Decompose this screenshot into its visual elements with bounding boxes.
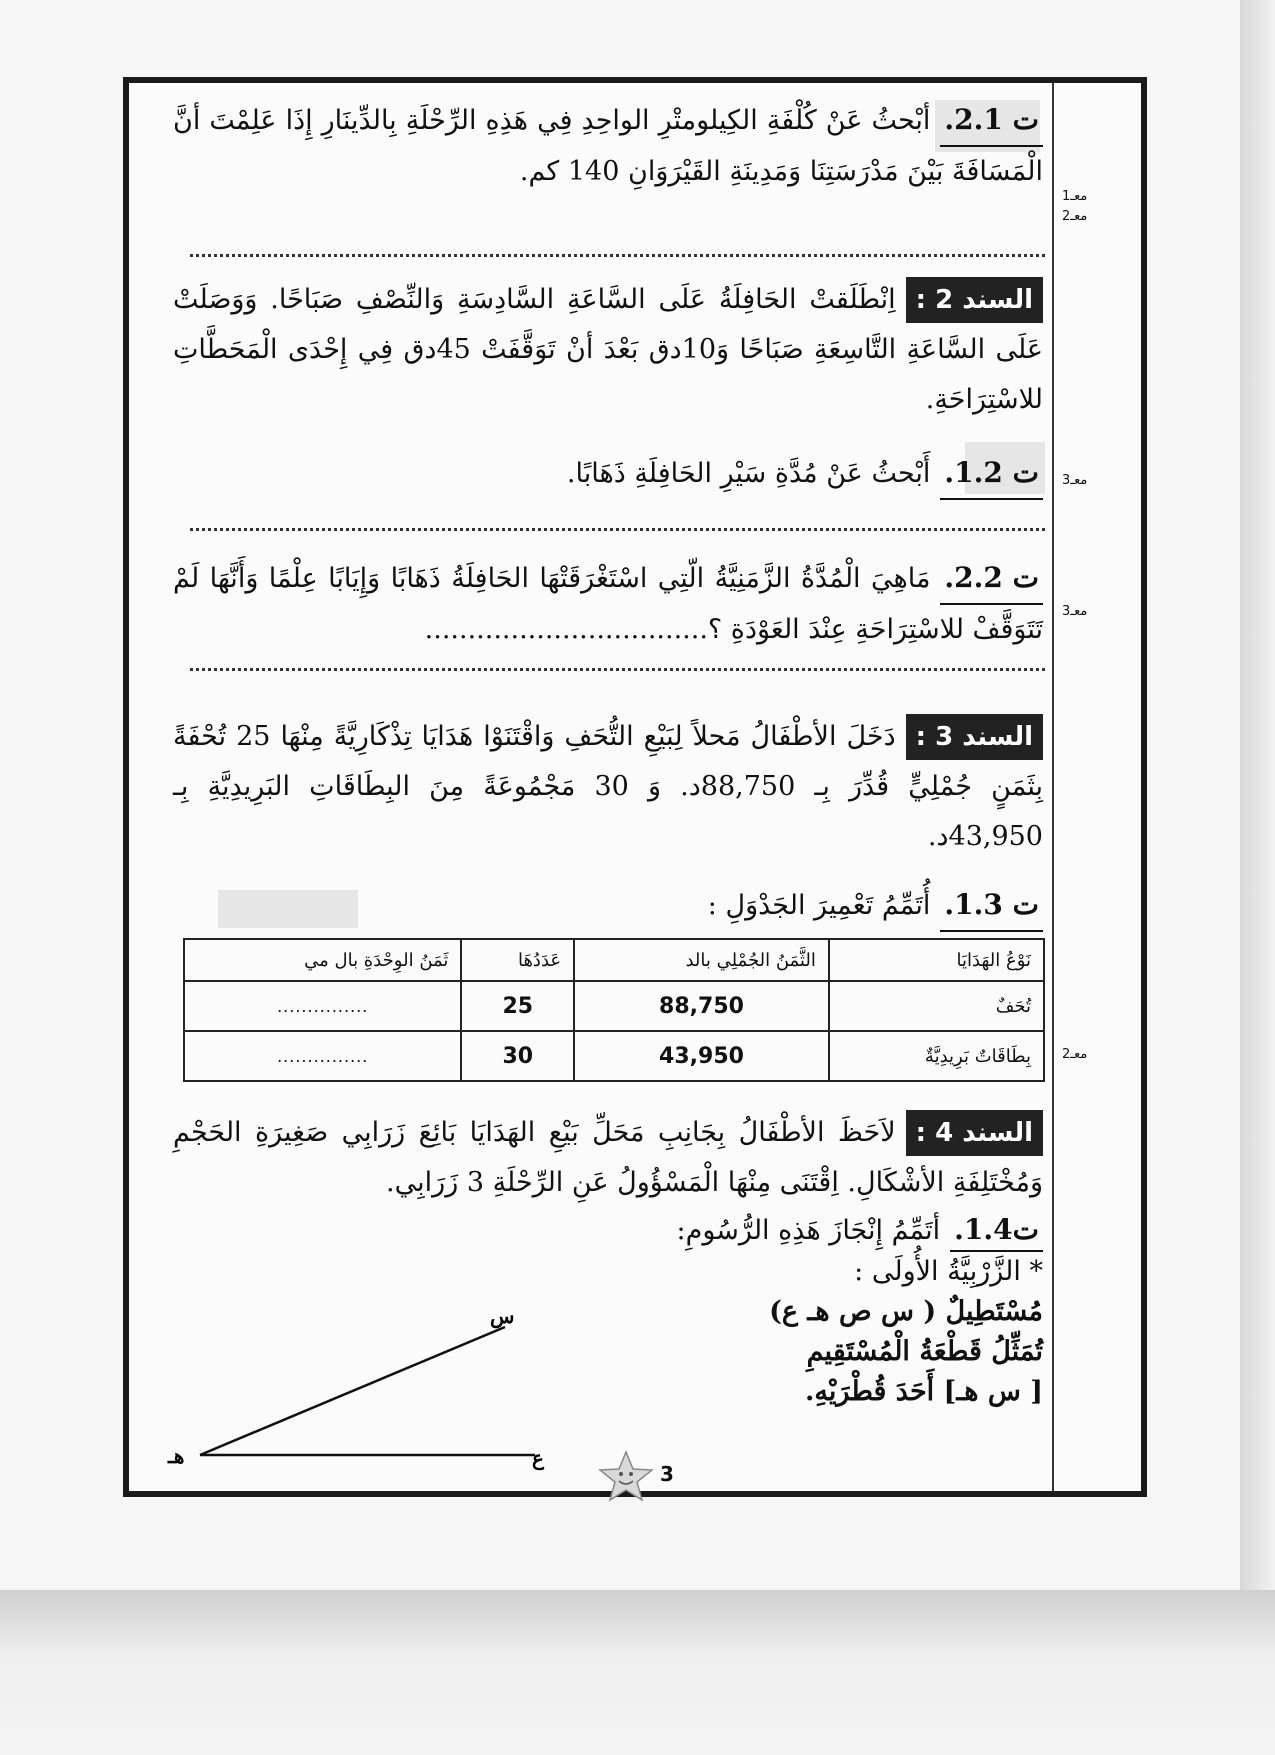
point-s-label: س — [490, 1305, 515, 1328]
question-label: ت 1.3. — [940, 880, 1043, 932]
question-2-1 — [173, 95, 1043, 197]
sanad-4 — [173, 1108, 1043, 1208]
gifts-table — [183, 938, 1045, 1082]
rug-segment-text: تُمَثِّلُ قَطْعَةُ الْمُسْتَقِيمِ — [806, 1336, 1043, 1367]
cell-type: بِطَاقَاتٌ بَرِيدِيَّةٌ — [829, 1031, 1044, 1081]
question-1-2 — [173, 448, 1043, 500]
geometry-figure — [160, 1305, 560, 1475]
cell-unit-price[interactable]: ............... — [184, 1031, 461, 1081]
header-type: نَوْعُ الهَدَايَا — [829, 939, 1044, 981]
question-text: مَاهِيَ الْمُدَّةُ الزَّمَنِيَّةُ الّتِي اسْتَغْرَقَتْهَا الحَافِلَةُ ذَهَابًا وَإِيَابًا عِلْمًا وَأَنَّهَا لَمْ تَتَوَقَّفْ للاسْتِرَاحَةِ عِنْدَ العَوْدَةِ ؟................................. — [173, 563, 1043, 645]
sanad-label: السند 3 : — [906, 714, 1043, 760]
question-label: ت 2.1. — [940, 95, 1043, 147]
sanad-text: دَخَلَ الأطْفَالُ مَحلاً لِبَيْعِ التُّحَفِ وَاقْتَنَوْا هَدَايَا تِذْكَارِيَّةً مِنْهَا 25 تُحْفَةً بِثَمَنٍ جُمْلِيٍّ قُدِّرَ بِـ 88,750د. وَ 30 مَجْمُوعَةً مِنَ البِطَاقَاتِ البَرِيدِيَّةِ بِـ 43,950د. — [173, 721, 1043, 852]
diagonal-segment — [200, 1327, 505, 1455]
cell-total-price: 43,950 — [574, 1031, 829, 1081]
answer-line — [190, 254, 1045, 259]
question-text: أَبْحثُ عَنْ مُدَّةِ سَيْرِ الحَافِلَةِ ذَهَابًا. — [566, 458, 931, 489]
scan-shadow — [0, 1590, 1275, 1755]
point-h-label: هـ — [168, 1444, 185, 1468]
star-icon — [598, 1450, 654, 1502]
question-label: ت1.4. — [950, 1210, 1043, 1252]
margin-code-2b: معـ2 — [1062, 1047, 1088, 1062]
question-text: أتَمِّمُ إِنْجَازَ هَذِهِ الرُّسُومِ: — [676, 1215, 941, 1246]
answer-line — [190, 528, 1045, 533]
rug-diagonal-text: [ س هـ] أَحَدَ قُطْرَيْهِ. — [805, 1376, 1043, 1407]
cell-total-price: 88,750 — [574, 981, 829, 1031]
margin-code-3b: معـ3 — [1062, 604, 1088, 619]
question-text: أُتَمِّمُ تَعْمِيرَ الجَدْوَلِ : — [707, 890, 931, 921]
page-edge — [1240, 0, 1275, 1755]
sanad-text: لاَحَظَ الأطْفَالُ بِجَانِبِ مَحَلِّ بَيْعِ الهَدَايَا بَائِعَ زَرَابِي صَغِيرَةِ الحَجْمِ وَمُخْتَلِفَةِ الأشْكَالِ. اِقْتَنَى مِنْهَا الْمَسْؤُولُ عَنِ الرِّحْلَةِ 3 زَرَابِي. — [173, 1117, 1043, 1198]
table-header-row — [184, 939, 1044, 981]
question-text: أبْحثُ عَنْ كُلْفَةِ الكِيلومتْرِ الواحِدِ فِي هَذِهِ الرِّحْلَةِ بِالدِّينَارِ إِذَا عَلِمْتَ أنَّ الْمَسَافَةَ بَيْنَ مَدْرَسَتِنَا وَمَدِينَةِ القَيْرَوَانِ 140 كم. — [173, 105, 1043, 187]
rug-title: * الزَّرْبِيَّةُ الأُولَى : — [854, 1256, 1043, 1287]
header-count: عَدَدُهَا — [461, 939, 574, 981]
sanad-2 — [173, 275, 1043, 425]
question-2-2 — [173, 553, 1043, 655]
cell-count: 30 — [461, 1031, 574, 1081]
question-1-3 — [173, 880, 1043, 932]
table-row — [184, 1031, 1044, 1081]
header-unit-price: ثَمَنُ الوِحْدَةِ بال مي — [184, 939, 461, 981]
sanad-label: السند 2 : — [906, 277, 1043, 323]
margin-code-3: معـ3 — [1062, 473, 1088, 488]
answer-line — [190, 668, 1045, 673]
header-total-price: الثَّمَنُ الجُمْلِي بالد — [574, 939, 829, 981]
cell-type: تُحَفٌ — [829, 981, 1044, 1031]
margin-code-2: معـ2 — [1062, 209, 1088, 224]
question-label: ت 2.2. — [940, 553, 1043, 605]
sanad-text: اِنْطَلَقتْ الحَافِلَةُ عَلَى السَّاعَةِ السَّادِسَةِ وَالنِّصْفِ صَبَاحًا. وَوَصَلَتْ عَلَى السَّاعَةِ التَّاسِعَةِ صَبَاحًا وَ10دق بَعْدَ أنْ تَوَقَّفَتْ 45دق فِي إِحْدَى الْمَحَطَّاتِ للاسْتِرَاحَةِ. — [173, 284, 1044, 415]
cell-unit-price[interactable]: ............... — [184, 981, 461, 1031]
point-a-label: ع — [532, 1446, 544, 1470]
margin-code-1: معـ1 — [1062, 189, 1088, 204]
cell-count: 25 — [461, 981, 574, 1031]
rug-rect-name: مُسْتَطِيلٌ ( س ص هـ ع) — [769, 1296, 1043, 1327]
table-row — [184, 981, 1044, 1031]
page-number: 3 — [660, 1462, 674, 1486]
sanad-3 — [173, 712, 1043, 862]
margin-rule — [1052, 83, 1054, 1491]
question-label: ت 1.2. — [940, 448, 1043, 500]
sanad-label: السند 4 : — [906, 1110, 1043, 1156]
